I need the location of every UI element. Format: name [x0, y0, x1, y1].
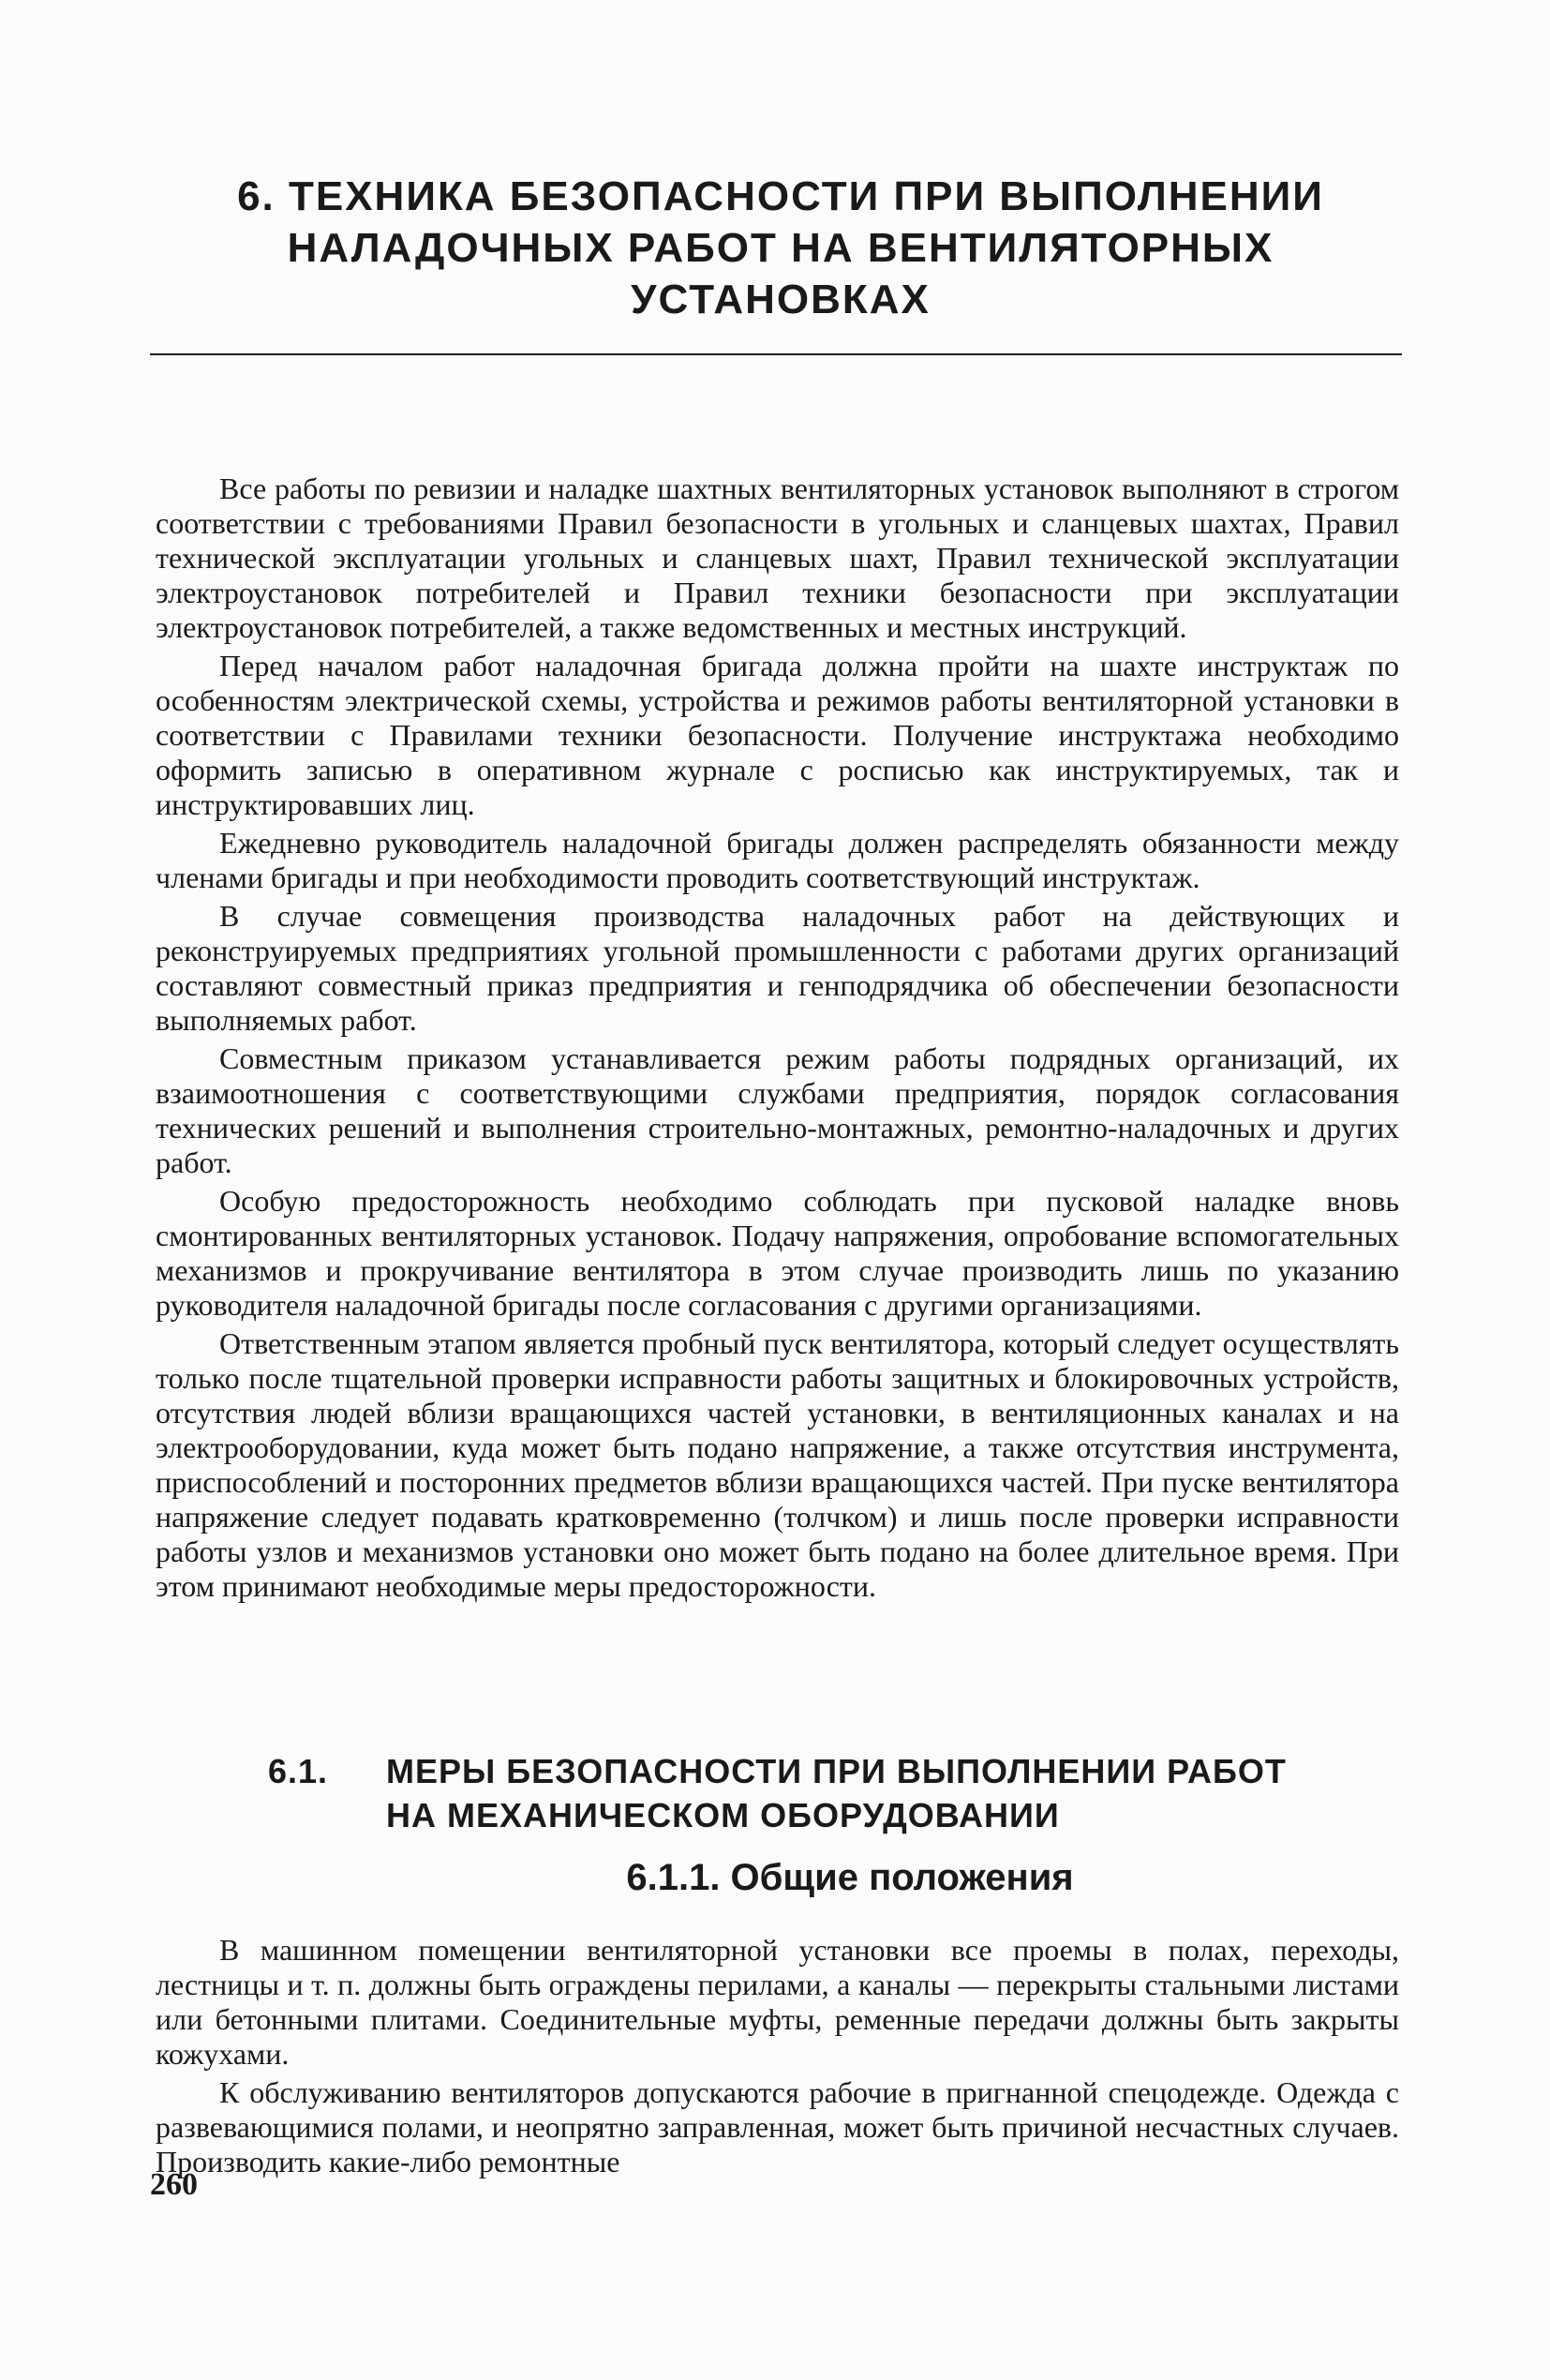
subsection-heading: 6.1.1. Общие положения [626, 1857, 1074, 1898]
paragraph: В случае совмещения производства наладочных работ на действующих и реконструируемых предприятиях угольной промышленности с работами других организаций составляют совместный приказ предприятия и генподрядчика об обеспечении безопасности выполняемых работ. [156, 899, 1399, 1037]
subsection-text [156, 1933, 1399, 2183]
title-divider [150, 353, 1402, 355]
section-title-line-1: МЕРЫ БЕЗОПАСНОСТИ ПРИ ВЫПОЛНЕНИИ РАБОТ [386, 1752, 1287, 1790]
paragraph: Ответственным этапом является пробный пуск вентилятора, который следует осуществлять только после тщательной проверки исправности работы защитных и блокировочных устройств, отсутствия людей вблизи вращающихся частей установки, в вентиляционных каналах и на электрооборудовании, куда может быть подано напряжение, а также отсутствия инструмента, приспособлений и посторонних предметов вблизи вращающихся частей. При пуске вентилятора напряжение следует подавать кратковременно (толчком) и лишь после проверки исправности работы узлов и механизмов установки оно может быть подано на более длительное время. При этом принимают необходимые меры предосторожности. [156, 1326, 1399, 1603]
paragraph: Все работы по ревизии и наладке шахтных вентиляторных установок выполняют в строгом соответствии с требованиями Правил безопасности в угольных и сланцевых шахтах, Правил технической эксплуатации угольных и сланцевых шахт, Правил технической эксплуатации электроустановок потребителей и Правил техники безопасности при эксплуатации электроустановок потребителей, а также ведомственных и местных инструкций. [156, 472, 1399, 644]
paragraph: Особую предосторожность необходимо соблюдать при пусковой наладке вновь смонтированных вентиляторных установок. Подачу напряжения, опробование вспомогательных механизмов и прокручивание вентилятора в этом случае производить лишь по указанию руководителя наладочной бригады после согласования с другими организациями. [156, 1184, 1399, 1322]
intro-text [156, 472, 1399, 1608]
paragraph: К обслуживанию вентиляторов допускаются рабочие в пригнанной спецодежде. Одежда с развевающимися полами, и неопрятно заправленная, может быть причиной несчастных случаев. Производить какие-либо ремонтные [156, 2075, 1399, 2178]
paragraph: Совместным приказом устанавливается режим работы подрядных организаций, их взаимоотношения с соответствующими службами предприятия, порядок согласования технических решений и выполнения строительно-монтажных, ремонтно-наладочных и других работ. [156, 1041, 1399, 1179]
chapter-title [157, 171, 1404, 325]
paragraph: Перед началом работ наладочная бригада должна пройти на шахте инструктаж по особенностям электрической схемы, устройства и режимов работы вентиляторной установки в соответствии с Правилами техники безопасности. Получение инструктажа необходимо оформить записью в оперативном журнале с росписью как инструктируемых, так и инструктировавших лиц. [156, 649, 1399, 821]
section-title-line-2: НА МЕХАНИЧЕСКОМ ОБОРУДОВАНИИ [386, 1796, 1060, 1834]
chapter-title-line-3: УСТАНОВКАХ [631, 277, 931, 322]
chapter-title-line-2: НАЛАДОЧНЫХ РАБОТ НА ВЕНТИЛЯТОРНЫХ [287, 225, 1274, 271]
section-heading [268, 1749, 1402, 1837]
paragraph: Ежедневно руководитель наладочной бригады должен распределять обязанности между членами бригады и при необходимости проводить соответствующий инструктаж. [156, 826, 1399, 894]
paragraph: В машинном помещении вентиляторной установки все проемы в полах, переходы, лестницы и т. п. должны быть ограждены перилами, а каналы — перекрыты стальными листами или бетонными плитами. Соединительные муфты, ременные передачи должны быть закрыты кожухами. [156, 1933, 1399, 2071]
chapter-title-line-1: 6. ТЕХНИКА БЕЗОПАСНОСТИ ПРИ ВЫПОЛНЕНИИ [237, 173, 1324, 219]
section-number: 6.1. [268, 1752, 329, 1790]
page-number: 260 [150, 2167, 198, 2202]
